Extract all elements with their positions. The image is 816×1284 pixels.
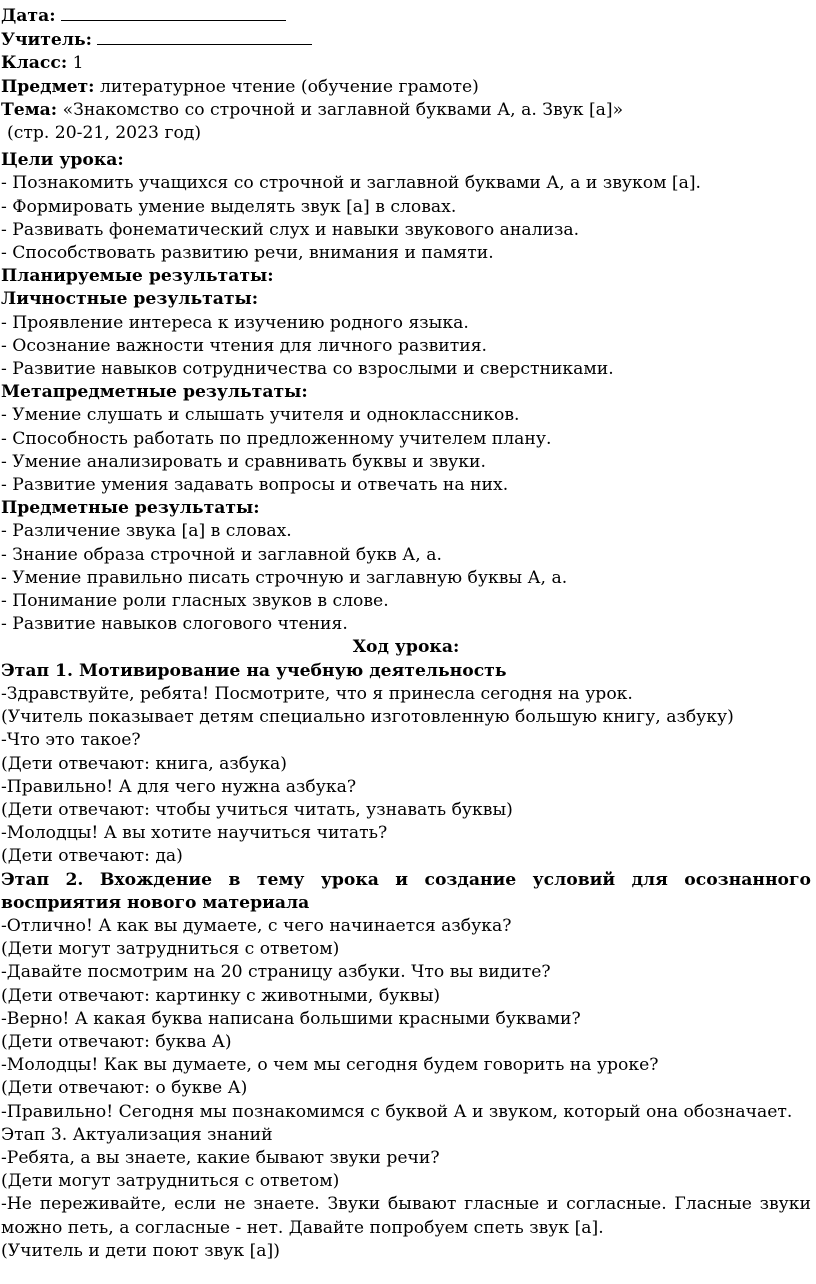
dialogue-line: (Дети могут затрудниться с ответом)	[1, 939, 340, 960]
subject-result-item: - Различение звука [а] в словах.	[1, 521, 292, 542]
topic-line	[1, 99, 811, 122]
dialogue-line: (Дети могут затрудниться с ответом)	[1, 1171, 340, 1192]
subject-result-item: - Знание образа строчной и заглавной букв А, а.	[1, 544, 442, 565]
stage2-heading: Этап 2. Вхождение в тему урока и создание условий для осознанного восприятия нового материала	[1, 869, 811, 913]
personal-results-heading: Личностные результаты:	[1, 289, 259, 310]
goal-item: - Способствовать развитию речи, внимания и памяти.	[1, 243, 494, 264]
dialogue-line: -Здравствуйте, ребята! Посмотрите, что я принесла сегодня на урок.	[1, 683, 633, 704]
personal-result-item: - Осознание важности чтения для личного развития.	[1, 335, 488, 356]
meta-result-item: - Умение анализировать и сравнивать буквы и звуки.	[1, 451, 486, 472]
dialogue-line: -Молодцы! Как вы думаете, о чем мы сегодня будем говорить на уроке?	[1, 1055, 659, 1076]
dialogue-line: (Дети отвечают: книга, азбука)	[1, 753, 287, 774]
subject-result-item: - Умение правильно писать строчную и заглавную буквы А, а.	[1, 567, 568, 588]
date-line	[1, 4, 811, 28]
dialogue-line: -Отлично! А как вы думаете, с чего начинается азбука?	[1, 915, 512, 936]
goal-item: - Познакомить учащихся со строчной и заглавной буквами А, а и звуком [а].	[1, 173, 702, 194]
topic-label: Тема:	[1, 99, 58, 120]
topic-note: (стр. 20-21, 2023 год)	[7, 123, 202, 144]
stage3-heading: Этап 3. Актуализация знаний	[1, 1124, 273, 1145]
meta-result-item: - Развитие умения задавать вопросы и отвечать на них.	[1, 475, 509, 496]
dialogue-line: (Дети отвечают: о букве А)	[1, 1078, 248, 1099]
subject-line	[1, 76, 811, 99]
meta-results-heading: Метапредметные результаты:	[1, 382, 308, 403]
dialogue-paragraph: -Правильно! Сегодня мы познакомимся с буквой А и звуком, который она обозначает.	[1, 1101, 793, 1122]
goals-heading: Цели урока:	[1, 150, 124, 171]
dialogue-line: -Давайте посмотрим на 20 страницу азбуки. Что вы видите?	[1, 962, 551, 983]
class-value: 1	[72, 53, 84, 74]
teacher-blank-field[interactable]	[97, 28, 312, 45]
subject-result-item: - Понимание роли гласных звуков в слове.	[1, 591, 389, 612]
subject-value: литературное чтение (обучение грамоте)	[99, 76, 479, 97]
date-label: Дата:	[1, 6, 56, 26]
dialogue-line: (Дети отвечают: да)	[1, 846, 183, 867]
dialogue-line: (Учитель и дети поют звук [а])	[1, 1240, 280, 1261]
goal-item: - Формировать умение выделять звук [а] в словах.	[1, 196, 457, 217]
meta-result-item: - Способность работать по предложенному учителем плану.	[1, 428, 552, 449]
subject-label: Предмет:	[1, 76, 95, 97]
dialogue-line: -Правильно! А для чего нужна азбука?	[1, 776, 357, 797]
dialogue-line: -Ребята, а вы знаете, какие бывают звуки речи?	[1, 1147, 440, 1168]
subject-result-item: - Развитие навыков слогового чтения.	[1, 614, 348, 635]
dialogue-line: (Дети отвечают: чтобы учиться читать, узнавать буквы)	[1, 799, 513, 820]
stage1-heading: Этап 1. Мотивирование на учебную деятельность	[1, 660, 507, 681]
dialogue-line: (Дети отвечают: буква А)	[1, 1031, 232, 1052]
dialogue-line: (Учитель показывает детям специально изготовленную большую книгу, азбуку)	[1, 707, 734, 728]
dialogue-line: -Что это такое?	[1, 730, 141, 751]
personal-result-item: - Проявление интереса к изучению родного языка.	[1, 312, 469, 333]
results-heading: Планируемые результаты:	[1, 266, 274, 287]
dialogue-line: (Дети отвечают: картинку с животными, буквы)	[1, 985, 441, 1006]
meta-result-item: - Умение слушать и слышать учителя и одноклассников.	[1, 405, 520, 426]
class-line	[1, 52, 811, 75]
goal-item: - Развивать фонематический слух и навыки звукового анализа.	[1, 219, 580, 240]
dialogue-line: -Верно! А какая буква написана большими красными буквами?	[1, 1008, 581, 1029]
class-label: Класс:	[1, 53, 68, 74]
topic-value: «Знакомство со строчной и заглавной буквами А, а. Звук [а]»	[62, 99, 624, 120]
teacher-line	[1, 28, 811, 52]
dialogue-paragraph: -Не переживайте, если не знаете. Звуки бывают гласные и согласные. Гласные звуки можно петь, а согласные - нет. Давайте попробуем спеть звук [а].	[1, 1194, 811, 1238]
teacher-label: Учитель:	[1, 30, 92, 51]
date-blank-field[interactable]	[61, 4, 286, 21]
personal-result-item: - Развитие навыков сотрудничества со взрослыми и сверстниками.	[1, 359, 614, 380]
dialogue-line: -Молодцы! А вы хотите научиться читать?	[1, 823, 388, 844]
lesson-course-heading: Ход урока:	[352, 637, 460, 658]
subject-results-heading: Предметные результаты:	[1, 498, 260, 519]
